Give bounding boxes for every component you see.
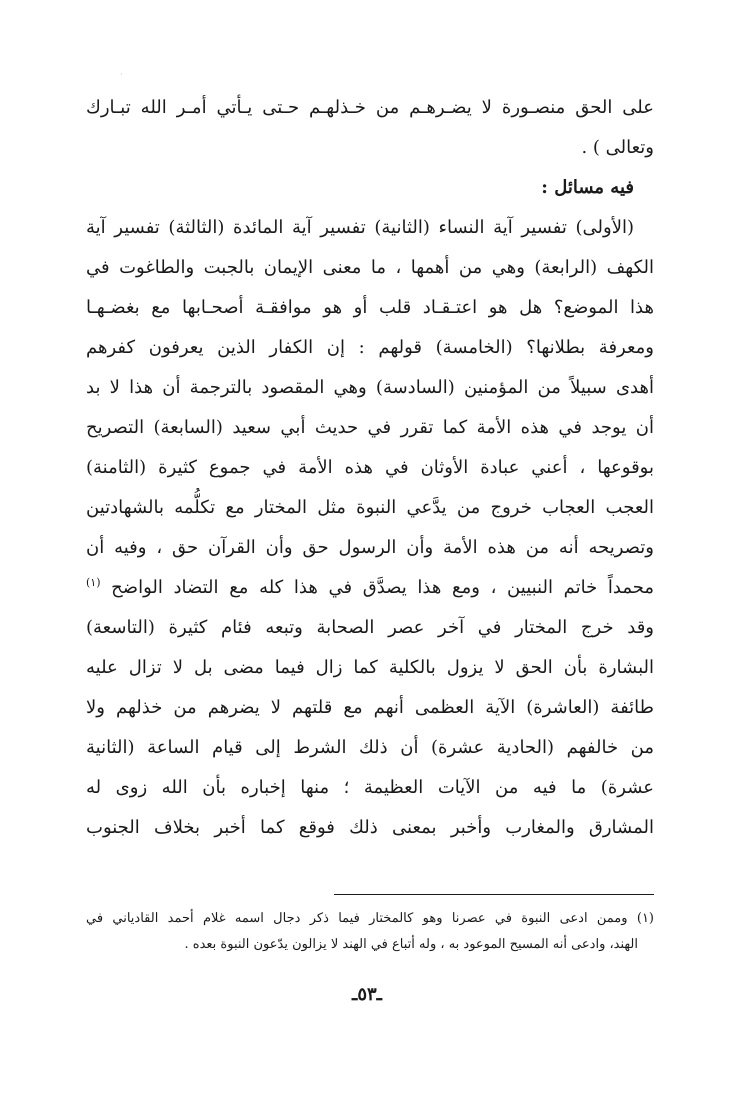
text-line: العجب العجاب خروج من يدَّعي النبوة مثل المختار مع تكلُّمه بالشهادتين [86, 497, 654, 518]
footnote-divider [334, 894, 654, 895]
text-line: (الأولى) تفسير آية النساء (الثانية) تفسير آية المائدة (الثالثة) تفسير آية [86, 217, 634, 238]
text-line: المشارق والمغارب وأخبر بمعنى ذلك فوقع كما أخبر بخلاف الجنوب [86, 817, 654, 838]
text-line: وقد خرج المختار في آخر عصر الصحابة وتبعه فئام كثيرة (التاسعة) [86, 617, 654, 638]
text-line: هذا الموضع؟ هل هو اعتـقـاد قلب أو هو موافقـة أصحـابها مع بغضـهـا [86, 297, 654, 318]
scan-mark: · [120, 70, 123, 79]
text-line-with-footnote [86, 568, 654, 608]
text-line: بوقوعها ، أعني عبادة الأوثان في هذه الأمة في جموع كثيرة (الثامنة) [86, 457, 654, 478]
text-line: طائفة (العاشرة) الآية العظمى أنهم مع قلتهم لا يضرهم من خذلهم ولا [86, 697, 654, 718]
footnote-line: (١) وممن ادعى النبوة في عصرنا وهو كالمختار فيما ذكر دجال اسمه غلام أحمد القادياني في [86, 911, 654, 926]
text-line: من خالفهم (الحادية عشرة) أن ذلك الشرط إلى قيام الساعة (الثانية [86, 737, 654, 758]
footnote-line: الهند، وادعى أنه المسيح الموعود به ، وله أتباع في الهند لا يزالون يدّعون النبوة بعده . [184, 937, 638, 952]
text-line-content: محمداً خاتم النبيين ، ومع هذا يصدَّق في هذا كله مع التضاد الواضح [111, 577, 654, 598]
footnote-reference[interactable]: (١) [86, 576, 101, 589]
text-line: وتصريحه أنه من هذه الأمة وأن الرسول حق وأن القرآن حق ، وفيه أن [86, 537, 654, 558]
text-line: الكهف (الرابعة) وهي من أهمها ، ما معنى الإيمان بالجبت والطاغوت في [86, 257, 654, 278]
text-line: عشرة) ما فيه من الآيات العظيمة ؛ منها إخباره بأن الله زوى له [86, 777, 654, 798]
text-line: أهدى سبيلاً من المؤمنين (السادسة) وهي المقصود بالترجمة أن هذا لا بد [86, 377, 654, 398]
text-line: البشارة بأن الحق لا يزول بالكلية كما زال فيما مضى بل لا تزال عليه [86, 657, 654, 678]
main-text [86, 88, 654, 848]
page-number: ـ٥٣ـ [352, 984, 382, 1005]
text-line: على الحق منصـورة لا يضـرهـم من خـذلهـم حـتى يـأتي أمـر الله تبـارك [86, 97, 654, 118]
text-line: أن يوجد في هذه الأمة كما تقرر في حديث أبي سعيد (السابعة) التصريح [86, 417, 654, 438]
footnotes [86, 906, 654, 958]
text-line: ومعرفة بطلانها؟ (الخامسة) قولهم : إن الكفار الذين يعرفون كفرهم [86, 337, 654, 358]
text-line: وتعالى ) . [581, 137, 654, 158]
section-heading: فيه مسائل : [541, 177, 634, 198]
